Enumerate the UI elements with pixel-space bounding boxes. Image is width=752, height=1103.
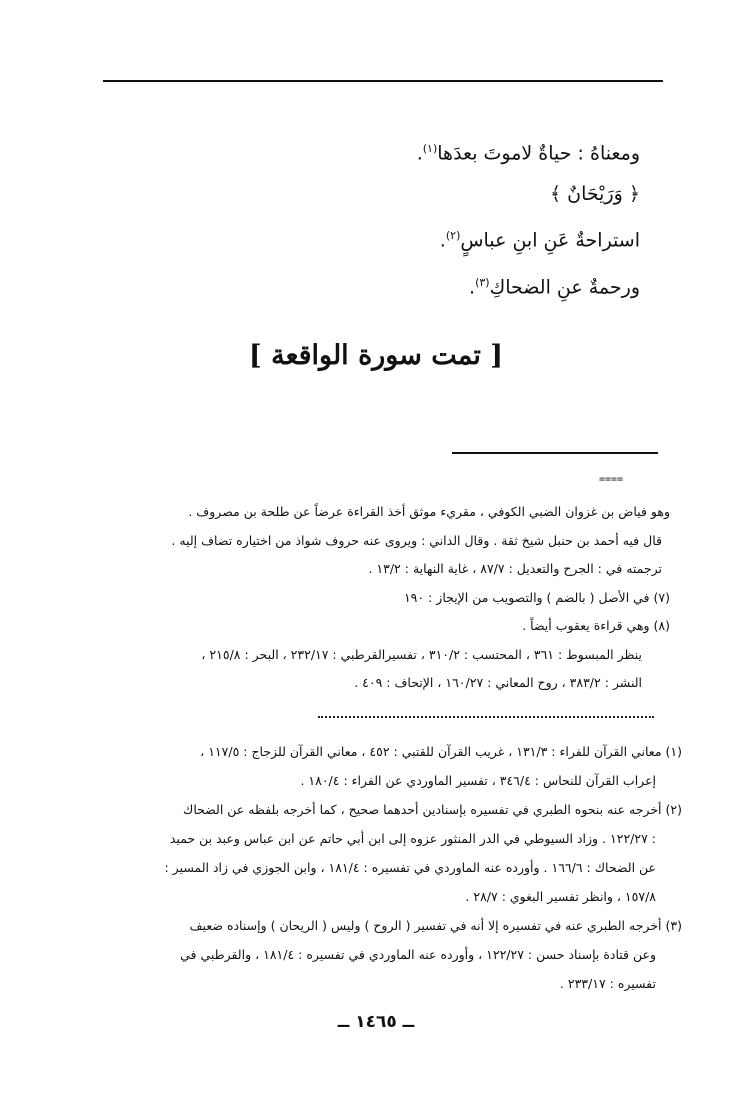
page-footnotes	[62, 737, 682, 998]
footnote-line: وعن قتادة بإسناد حسن : ١٢٢/٢٧ ، وأورده عنه الماوردي في تفسيره : ١٨١/٤ ، والقرطبي في	[180, 947, 656, 962]
dahhak-line	[220, 262, 640, 308]
main-text	[220, 128, 640, 308]
line-end: .	[416, 142, 423, 165]
footnote-line: قال فيه أحمد بن حنبل شيخ ثقة . وقال الداني : ويروى عنه حروف شواذ من اختياره تضاف إليه .	[171, 532, 662, 548]
page-number: ــ ١٤٦٥ ــ	[337, 1012, 415, 1032]
footnote-line: : ١٢٢/٢٧ . وزاد السيوطي في الدر المنثور عزوه إلى ابن أبي حاتم عن ابن عباس وعبد بن حميد	[169, 831, 656, 846]
footnote-line: (٨) وهي قراءة يعقوب أيضاً .	[522, 618, 670, 633]
footnote-line: (١) معاني القرآن للفراء : ١٣١/٣ ، غريب القرآن للقتبي : ٤٥٢ ، معاني القرآن للزجاج : ١١٧/٥ ،	[200, 744, 682, 759]
footnote-ref-2: (٢)	[445, 229, 461, 243]
footnote-line: عن الضحاك : ١٦٦/٦ . وأورده عنه الماوردي في تفسيره : ١٨١/٤ ، وابن الجوزي في زاد المسير :	[164, 860, 656, 875]
footnote-line: (٢) أخرجه عنه بنحوه الطبري في تفسيره بإسنادين أحدهما صحيح ، كما أخرجه بلفظه عن الضحاك	[183, 802, 682, 817]
footnote-line: (٧) في الأصل ( بالضم ) والتصويب من الإيجاز : ١٩٠	[403, 589, 670, 605]
previous-footnotes	[80, 498, 670, 698]
meaning-line	[220, 128, 640, 174]
line-end: .	[439, 229, 446, 252]
sura-end-title: [ تمت سورة الواقعة ]	[248, 340, 504, 371]
footnote-line: إعراب القرآن للنحاس : ٣٤٦/٤ ، تفسير الماوردي عن الفراء : ١٨٠/٤ .	[300, 773, 656, 788]
footnote-ref-3: (٣)	[475, 275, 490, 289]
continuation-marker: ====	[599, 474, 624, 485]
meaning-text: ومعناهُ : حياةٌ لاموتَ بعدَها	[437, 142, 640, 165]
footnote-line: ١٥٧/٨ ، وانظر تفسير البغوي : ٢٨/٧ .	[465, 889, 656, 904]
footnote-ref-1: (١)	[422, 142, 438, 155]
footnote-line: تفسيره : ٢٣٣/١٧ .	[559, 976, 656, 991]
footnote-line: ترجمته في : الجرح والتعديل : ٨٧/٧ ، غاية النهاية : ١٣/٢ .	[368, 561, 662, 576]
quran-word: ﴿ وَرَيْحَانٌ ﴾	[550, 183, 640, 206]
dotted-separator	[318, 716, 654, 718]
footnote-line: النشر : ٣٨٣/٢ ، روح المعاني : ١٦٠/٢٧ ، الإتحاف : ٤٠٩ .	[354, 675, 642, 690]
top-rule	[103, 80, 663, 82]
footnote-line: (٣) أخرجه الطبري عنه في تفسيره إلا أنه في تفسير ( الروح ) وليس ( الريحان ) وإسناده ضعيف	[189, 918, 682, 933]
dahhak-text: ورحمةٌ عنِ الضحاكِ	[489, 275, 640, 298]
footnote-line: ينظر المبسوط : ٣٦١ ، المحتسب : ٣١٠/٢ ، تفسيرالقرطبي : ٢٣٢/١٧ ، البحر : ٢١٥/٨ ،	[201, 646, 642, 662]
ibn-abbas-text: استراحةٌ عَنِ ابنِ عباسٍ	[460, 229, 640, 252]
footnote-rule	[452, 452, 658, 454]
footnote-line: وهو فياض بن غزوان الضبي الكوفي ، مقريء موثق أخذ القراءة عرضاً عن طلحة بن مصروف .	[188, 504, 670, 519]
line-end: .	[469, 275, 476, 298]
ibn-abbas-line	[220, 215, 640, 261]
